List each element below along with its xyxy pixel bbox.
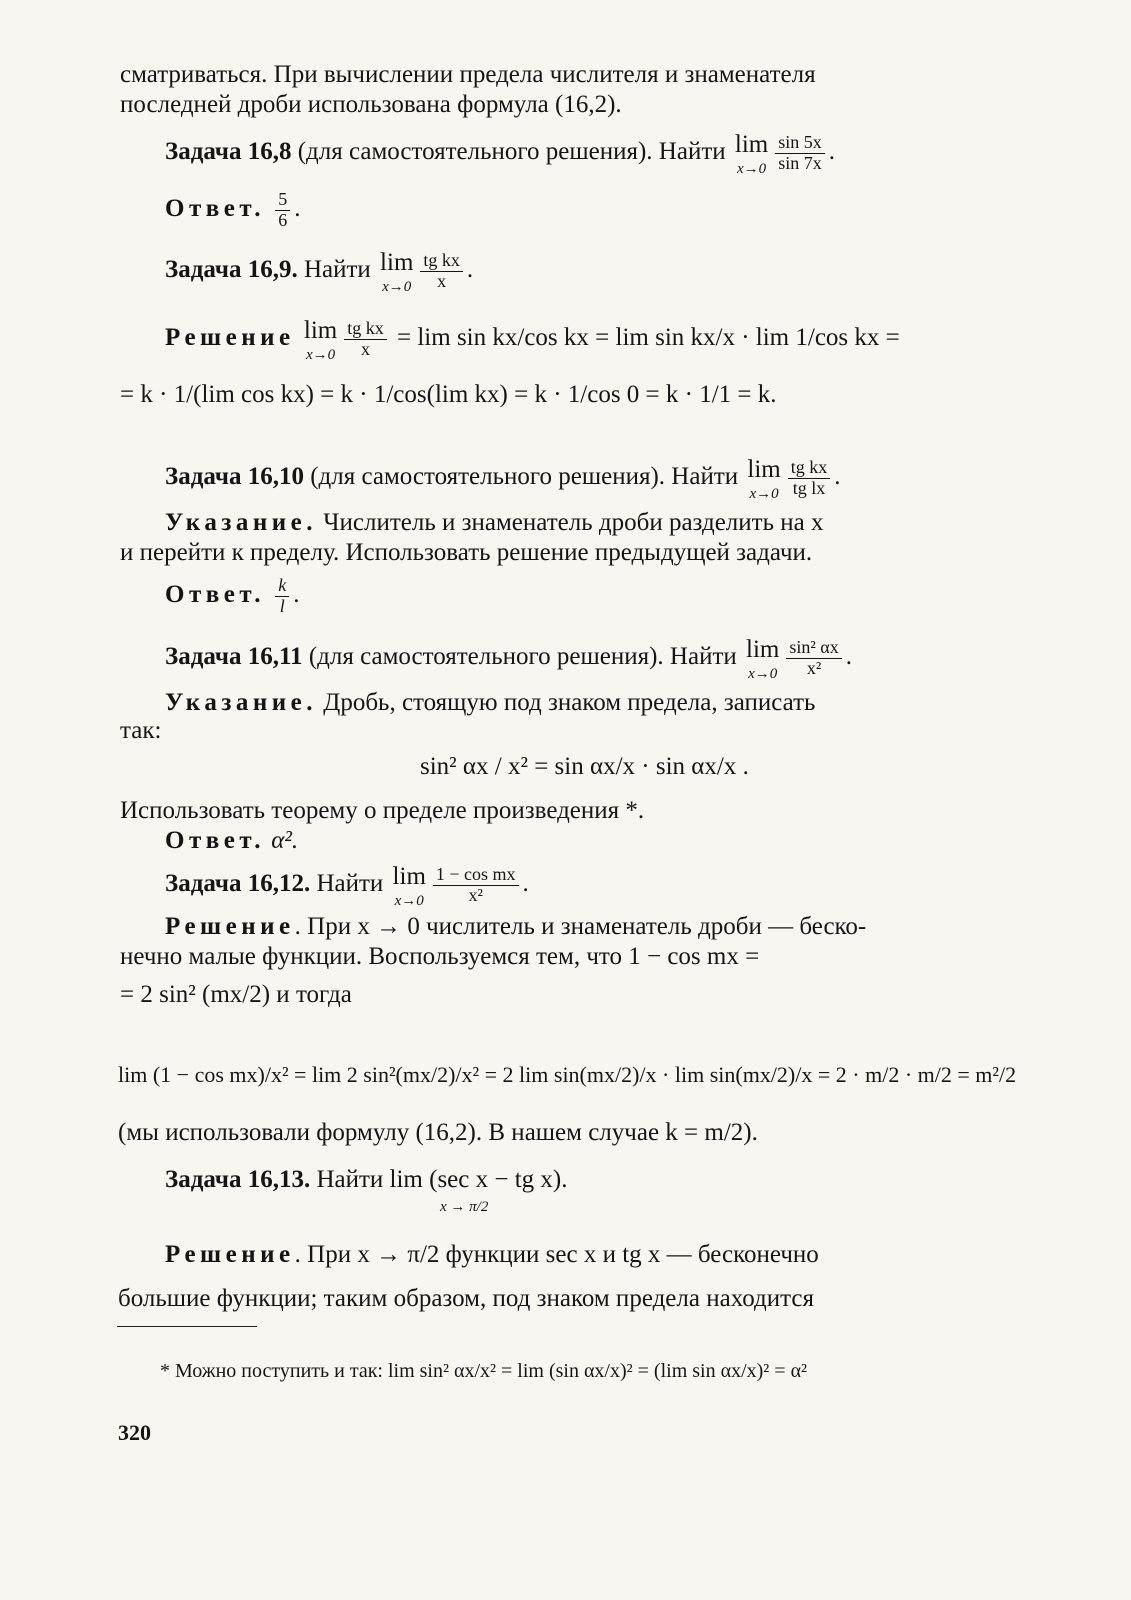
solution-16-9-line2: = k · 1/(lim cos kx) = k · 1/cos(lim kx) = k · 1/cos 0 = k · 1/1 = k.	[120, 381, 777, 408]
hint-16-11-equation: sin² αx / x² = sin αx/x · sin αx/x .	[420, 753, 749, 780]
problem-16-13: Задача 16,13. Найти lim (sec x − tg x).	[165, 1166, 568, 1193]
footnote-rule	[117, 1326, 257, 1327]
solution-16-12-line1: Решение. При x → 0 числитель и знаменатель дроби — беско-	[165, 913, 867, 940]
solution-16-12-line4: (мы использовали формулу (16,2). В нашем случае k = m/2).	[118, 1119, 758, 1146]
hint-16-10-line2: и перейти к пределу. Использовать решение предыдущей задачи.	[120, 539, 813, 566]
text-line: сматриваться. При вычислении предела числителя и знаменателя	[120, 61, 816, 88]
solution-16-12-line2: нечно малые функции. Воспользуемся тем, что 1 − cos mx =	[120, 943, 760, 970]
text-line: последней дроби использована формула (16,2).	[120, 91, 622, 118]
answer-16-8: Ответ. $\frac{5}{6}$ .	[165, 189, 301, 230]
solution-16-12-line3: = 2 sin² (mx/2) и тогда	[120, 981, 352, 1008]
problem-16-9: Задача 16,9. Найти lim x→0 $\frac{\text{tg kx}}{x}$ .	[165, 249, 474, 295]
hint-16-11-line3: Использовать теорему о пределе произведения *.	[120, 797, 645, 824]
page-number: 320	[118, 1420, 151, 1445]
limit-subscript: x → π/2	[440, 1199, 489, 1215]
hint-16-11-line1: Указание. Дробь, стоящую под знаком предела, записать	[165, 689, 816, 716]
solution-16-13-line1: Решение. При x → π/2 функции sec x и tg x — бесконечно	[165, 1241, 819, 1268]
answer-16-10: Ответ. $\frac{k}{l}$ .	[165, 575, 300, 616]
footnote: * Можно поступить и так: lim sin² αx/x² = lim (sin αx/x)² = (lim sin αx/x)² = α²	[160, 1360, 808, 1382]
hint-16-10-line1: Указание. Числитель и знаменатель дроби разделить на x	[165, 509, 824, 536]
hint-16-11-line2: так:	[120, 717, 162, 744]
solution-16-9-line1: Решение lim x→0 $\frac{\text{tg kx}}{x}$ = lim sin kx/cos kx = lim sin kx/x · lim 1/cos kx =	[165, 317, 900, 363]
problem-16-11: Задача 16,11 (для самостоятельного решения). Найти lim x→0 $\frac{\text{sin² αx}}{\text{x²}}$ .	[165, 636, 852, 682]
solution-16-12-equation: lim (1 − cos mx)/x² = lim 2 sin²(mx/2)/x² = 2 lim sin(mx/2)/x · lim sin(mx/2)/x = 2 · m/2 · m/2 = m²/2	[118, 1062, 1017, 1087]
problem-16-10: Задача 16,10 (для самостоятельного решения). Найти lim x→0 $\frac{\text{tg kx}}{\text{tg lx}}$ .	[165, 456, 841, 502]
problem-16-12: Задача 16,12. Найти lim x→0 $\frac{\text{1 − cos mx}}{\text{x²}}$ .	[165, 863, 529, 909]
answer-16-11: Ответ. α².	[165, 827, 299, 854]
solution-16-13-line2: большие функции; таким образом, под знаком предела находится	[118, 1285, 814, 1312]
problem-16-8: Задача 16,8 (для самостоятельного решения). Найти lim x→0 $\frac{\sin 5x}{\sin 7x}$ .	[165, 131, 836, 177]
